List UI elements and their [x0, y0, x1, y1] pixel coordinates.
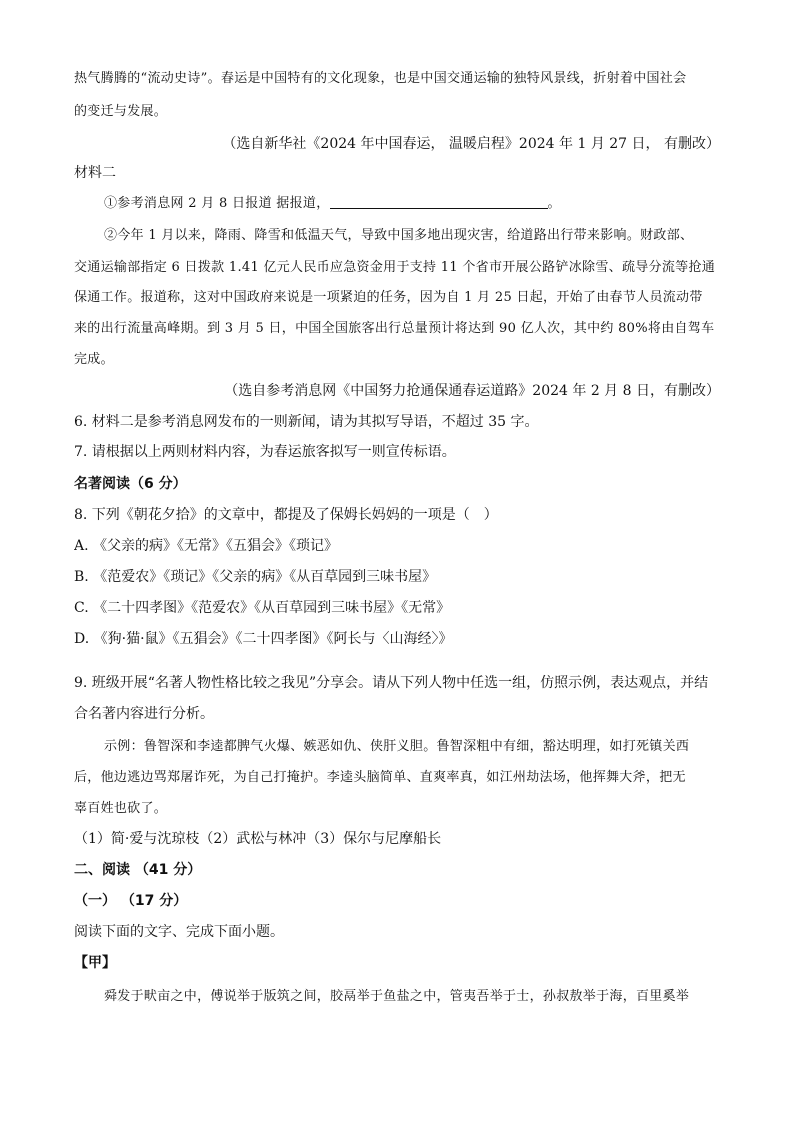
option-d[interactable]: D. 《狗·猫·鼠》《五猖会》《二十四孝图》《阿长与〈山海经〉》 — [74, 631, 453, 647]
text-line: 交通运输部指定 6 日拨款 1.41 亿元人民币应急资金用于支持 11 个省市开展公路铲冰除雪、疏导分流等抢通 — [74, 260, 716, 275]
section-heading: 二、阅读 （41 分） — [74, 862, 202, 878]
text-line: 热气腾腾的“流动史诗”。春运是中国特有的文化现象，也是中国交通运输的独特风景线，折射着中国社会 — [74, 71, 687, 86]
option-c[interactable]: C. 《二十四孝图》《范爱农》《从百草园到三味书屋》《无常》 — [74, 600, 451, 616]
news-lead-text: ①参考消息网 2 月 8 日报道 据报道， — [104, 196, 330, 211]
question-9: 9. 班级开展“名著人物性格比较之我见”分享会。请从下列人物中任选一组，仿照示例，表达观点，并结 — [74, 675, 709, 691]
subsection-heading: （一） （17 分） — [74, 893, 188, 909]
passage-text: 舜发于畎亩之中，傅说举于版筑之间，胶鬲举于鱼盐之中，管夷吾举于士，孙叔敖举于海，百里奚举 — [104, 989, 690, 1004]
passage-label: 【甲】 — [74, 955, 116, 971]
text-line: 完成。 — [74, 352, 114, 367]
punct: 。 — [547, 196, 561, 211]
section-heading: 名著阅读（6 分） — [74, 476, 187, 492]
section-label: 材料二 — [74, 165, 116, 181]
option-b[interactable]: B. 《范爱农》《琐记》《父亲的病》《从百草园到三味书屋》 — [74, 569, 437, 585]
text-line: ②今年 1 月以来，降雨、降雪和低温天气，导致中国多地出现灾害，给道路出行带来影响。财政部、 — [104, 228, 694, 243]
example-text: 辜百姓也砍了。 — [74, 801, 168, 816]
question-6: 6. 材料二是参考消息网发布的一则新闻，请为其拟写导语，不超过 35 字。 — [74, 414, 539, 430]
instruction-text: 阅读下面的文字、完成下面小题。 — [74, 924, 284, 940]
example-text: 后，他边逃边骂郑屠诈死，为自己打掩护。李逵头脑简单、直爽率真，如江州劫法场，他挥舞大斧，把无 — [74, 770, 686, 785]
source-citation: （选自参考消息网《中国努力抢通保通春运道路》2024 年 2 月 8 日，有删改） — [224, 383, 720, 399]
text-line — [104, 192, 724, 211]
question-9-options: （1）简·爱与沈琼枝（2）武松与林冲（3）保尔与尼摩船长 — [74, 831, 442, 847]
question-9: 合名著内容进行分析。 — [74, 706, 214, 722]
question-8: 8. 下列《朝花夕拾》的文章中，都提及了保姆长妈妈的一项是（ ） — [74, 507, 498, 523]
answer-blank[interactable] — [330, 196, 548, 209]
text-line: 保通工作。报道称，这对中国政府来说是一项紧迫的任务，因为自 1 月 25 日起，开始了由春节人员流动带 — [74, 290, 703, 305]
source-citation: （选自新华社《2024 年中国春运， 温暖启程》2024 年 1 月 27 日， 有删改） — [222, 136, 720, 152]
question-7: 7. 请根据以上两则材料内容，为春运旅客拟写一则宣传标语。 — [74, 444, 456, 460]
example-text: 示例：鲁智深和李逵都脾气火爆、嫉恶如仇、侠肝义胆。鲁智深粗中有细，豁达明理，如打死镇关西 — [104, 739, 690, 754]
text-line: 的变迁与发展。 — [74, 104, 168, 119]
text-line: 来的出行流量高峰期。到 3 月 5 日，中国全国旅客出行总量预计将达到 90 亿人次，其中约 80%将由自驾车 — [74, 321, 715, 336]
option-a[interactable]: A. 《父亲的病》《无常》《五猖会》《琐记》 — [74, 538, 339, 554]
